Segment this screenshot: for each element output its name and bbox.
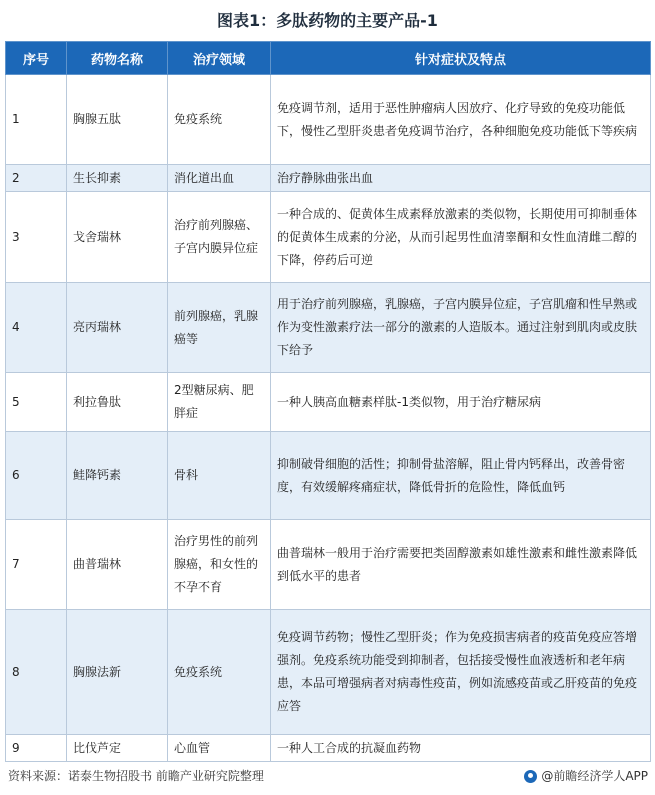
chart-title: 图表1：多肽药物的主要产品-1 [217, 11, 438, 30]
row-index: 1 [6, 75, 67, 165]
row-index: 4 [6, 283, 67, 373]
drug-name: 戈舍瑞林 [67, 192, 168, 283]
row-index: 6 [6, 432, 67, 520]
row-index: 3 [6, 192, 67, 283]
drug-name: 胸腺五肽 [67, 75, 168, 165]
treatment-field: 治疗前列腺癌、子宫内膜异位症 [168, 192, 271, 283]
treatment-field: 心血管 [168, 735, 271, 762]
treatment-field: 治疗男性的前列腺癌，和女性的不孕不育 [168, 520, 271, 610]
drug-name: 鲑降钙素 [67, 432, 168, 520]
drug-description: 治疗静脉曲张出血 [271, 165, 651, 192]
table-row [6, 520, 651, 610]
drug-name: 利拉鲁肽 [67, 373, 168, 432]
treatment-field: 骨科 [168, 432, 271, 520]
drug-description: 免疫调节药物；慢性乙型肝炎；作为免疫损害病者的疫苗免疫应答增强剂。免疫系统功能受到抑制者，包括接受慢性血液透析和老年病患，本品可增强病者对病毒性疫苗，例如流感疫苗或乙肝疫苗的免疫应答 [271, 610, 651, 735]
table-row [6, 165, 651, 192]
table-row [6, 735, 651, 762]
table-row [6, 373, 651, 432]
drug-name: 比伐芦定 [67, 735, 168, 762]
drug-description: 一种人胰高血糖素样肽-1类似物，用于治疗糖尿病 [271, 373, 651, 432]
table-row [6, 610, 651, 735]
row-index: 7 [6, 520, 67, 610]
source-note: 资料来源：诺泰生物招股书 前瞻产业研究院整理 [8, 769, 264, 783]
table-row [6, 75, 651, 165]
qianzhan-logo-icon [524, 770, 537, 783]
brand-logo-text: @前瞻经济学人APP [541, 769, 648, 783]
treatment-field: 前列腺癌，乳腺癌等 [168, 283, 271, 373]
drug-name: 生长抑素 [67, 165, 168, 192]
drug-description: 免疫调节剂，适用于恶性肿瘤病人因放疗、化疗导致的免疫功能低下，慢性乙型肝炎患者免疫调节治疗，各种细胞免疫功能低下等疾病 [271, 75, 651, 165]
drug-name: 曲普瑞林 [67, 520, 168, 610]
col-header-drug-name: 药物名称 [67, 42, 168, 75]
drug-name: 亮丙瑞林 [67, 283, 168, 373]
table-header-row [6, 42, 651, 75]
drug-description: 曲普瑞林一般用于治疗需要把类固醇激素如雄性激素和雌性激素降低到低水平的患者 [271, 520, 651, 610]
row-index: 9 [6, 735, 67, 762]
footer [8, 764, 648, 788]
table-row [6, 432, 651, 520]
drug-description: 抑制破骨细胞的活性；抑制骨盐溶解，阻止骨内钙释出，改善骨密度，有效缓解疼痛症状，降低骨折的危险性，降低血钙 [271, 432, 651, 520]
treatment-field: 消化道出血 [168, 165, 271, 192]
treatment-field: 免疫系统 [168, 610, 271, 735]
drug-table [5, 41, 651, 762]
table-row [6, 283, 651, 373]
row-index: 2 [6, 165, 67, 192]
treatment-field: 免疫系统 [168, 75, 271, 165]
drug-name: 胸腺法新 [67, 610, 168, 735]
row-index: 8 [6, 610, 67, 735]
drug-description: 用于治疗前列腺癌，乳腺癌，子宫内膜异位症，子宫肌瘤和性早熟或作为变性激素疗法一部分的激素的人造版本。通过注射到肌肉或皮肤下给予 [271, 283, 651, 373]
drug-description: 一种合成的、促黄体生成素释放激素的类似物，长期使用可抑制垂体的促黄体生成素的分泌，从而引起男性血清睾酮和女性血清雌二醇的下降，停药后可逆 [271, 192, 651, 283]
row-index: 5 [6, 373, 67, 432]
col-header-description: 针对症状及特点 [271, 42, 651, 75]
drug-description: 一种人工合成的抗凝血药物 [271, 735, 651, 762]
col-header-index: 序号 [6, 42, 67, 75]
table-row [6, 192, 651, 283]
treatment-field: 2型糖尿病、肥胖症 [168, 373, 271, 432]
brand-logo [524, 764, 648, 788]
col-header-field: 治疗领域 [168, 42, 271, 75]
